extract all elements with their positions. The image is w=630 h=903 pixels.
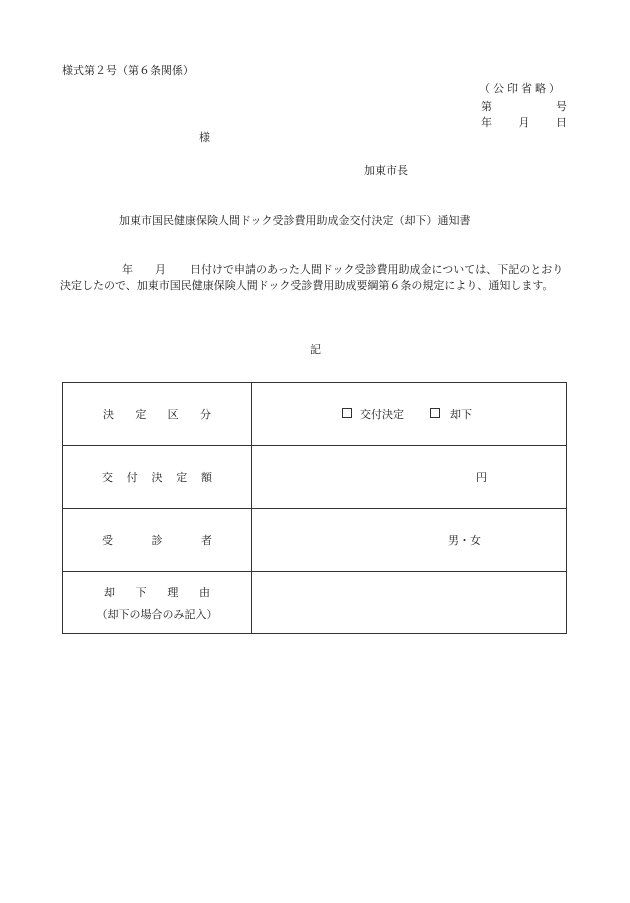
label-amount (63, 446, 252, 509)
label-char: 下 (135, 585, 147, 599)
date-day: 日 (556, 116, 567, 129)
stamp-note-text: （公印省略） (479, 82, 563, 95)
rejection-note: （却下の場合のみ記入） (96, 607, 218, 621)
amount-unit: 円 (476, 471, 487, 484)
issue-date (481, 116, 567, 130)
label-char: 決 (103, 408, 114, 421)
option-reject: 却下 (450, 408, 472, 421)
label-char: 診 (151, 534, 163, 547)
label-char: 決 (151, 471, 163, 484)
gender-choice: 男・女 (448, 534, 481, 547)
body-month: 月 (155, 263, 166, 276)
label-char: 受 (102, 534, 113, 547)
stamp-note (479, 82, 563, 96)
label-char: 交 (102, 471, 113, 484)
number-suffix: 号 (556, 100, 567, 113)
label-char: 分 (199, 408, 211, 421)
label-char: 付 (126, 471, 138, 484)
number-prefix: 第 (481, 100, 492, 113)
option-approve: 交付決定 (360, 408, 404, 421)
document-title: 加東市国民健康保険人間ドック受診費用助成金交付決定（却下）通知書 (119, 214, 471, 227)
label-char: 理 (167, 585, 179, 599)
label-char: 定 (135, 408, 147, 421)
body-text: 日付けで申請のあった人間ドック受診費用助成金については、下記のとおり決定したので、加東市国民健康保険人間ドック受診費用助成要綱第６条の規定により、通知します。 (60, 263, 564, 292)
body-year: 年 (122, 263, 133, 276)
label-char: 区 (167, 408, 179, 421)
value-decision-type (252, 383, 566, 446)
checkbox-approve[interactable] (342, 408, 352, 418)
label-rejection-reason (63, 572, 252, 633)
ki-heading: 記 (310, 343, 321, 356)
label-char: 却 (104, 585, 115, 599)
decision-table (62, 382, 567, 634)
date-year: 年 (481, 116, 492, 129)
form-number: 様式第２号（第６条関係） (62, 64, 194, 77)
issuer: 加東市長 (364, 164, 408, 177)
body-paragraph (60, 262, 570, 294)
date-month: 月 (518, 116, 530, 129)
value-examinee[interactable] (252, 509, 566, 572)
label-examinee (63, 509, 252, 572)
label-char: 額 (201, 471, 212, 484)
label-char: 由 (198, 585, 210, 599)
label-char: 者 (201, 534, 212, 547)
addressee-suffix: 様 (199, 131, 210, 144)
label-decision-type (63, 383, 252, 446)
checkbox-reject[interactable] (430, 408, 440, 418)
label-char: 定 (176, 471, 188, 484)
document-number (481, 100, 567, 114)
value-rejection-reason[interactable] (252, 572, 566, 633)
value-amount[interactable] (252, 446, 566, 509)
